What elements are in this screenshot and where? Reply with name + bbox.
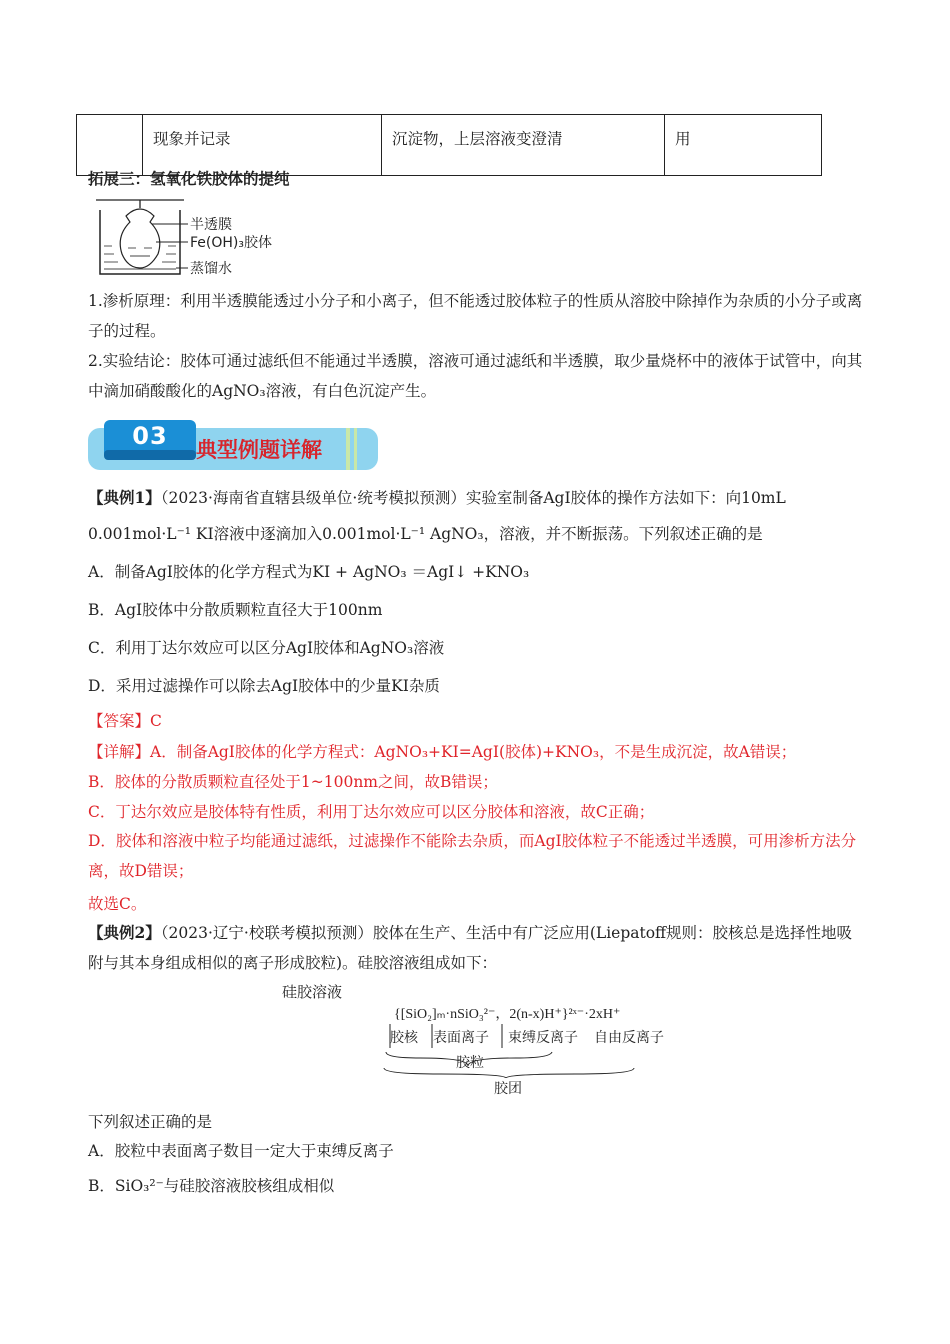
paragraph: 2.实验结论：胶体可通过滤纸但不能通过半透膜，溶液可通过滤纸和半透膜，取少量烧杯中的液体于试管中，向其中滴加硝酸酸化的AgNO₃溶液，有白色沉淀产生。 — [88, 352, 863, 400]
example-tag: 【典例2】 — [88, 923, 161, 942]
banner-number: 03 — [132, 422, 168, 450]
explanation: D．胶体和溶液中粒子均能通过滤纸，过滤操作不能除去杂质，而AgI胶体粒子不能透过半透膜，可用渗析方法分离，故D错误； — [88, 832, 857, 880]
dialysis-diagram — [92, 196, 292, 282]
table-cell: 用 — [665, 115, 822, 176]
example-stem: （2023·辽宁·校联考模拟预测）胶体在生产、生活中有广泛应用(Liepatoff规则：胶核总是选择性地吸附与其本身组成相似的离子形成胶粒)。硅胶溶液组成如下： — [88, 924, 853, 972]
section-title: 拓展三：氢氧化铁胶体的提纯 — [88, 169, 290, 188]
answer: 【答案】C — [88, 712, 162, 730]
micelle-label: 胶团 — [494, 1081, 522, 1097]
diagram-label: 蒸馏水 — [190, 261, 232, 277]
option-d: D．采用过滤操作可以除去AgI胶体中的少量KI杂质 — [88, 677, 440, 695]
section-banner — [88, 420, 380, 472]
option-b: B．AgI胶体中分散质颗粒直径大于100nm — [88, 601, 383, 619]
diagram-label: Fe(OH)₃胶体 — [190, 235, 272, 251]
example-stem: （2023·海南省直辖县级单位·统考模拟预测）实验室制备AgI胶体的操作方法如下：向10mL — [160, 489, 786, 507]
option-c: C．利用丁达尔效应可以区分AgI胶体和AgNO₃溶液 — [88, 639, 445, 657]
diagram-label: 半透膜 — [190, 217, 232, 233]
figure-title: 硅胶溶液 — [282, 983, 343, 1001]
option-a: A．制备AgI胶体的化学方程式为KI + AgNO₃ ＝AgI↓ +KNO₃ — [88, 563, 530, 581]
example-tag: 【典例1】 — [88, 488, 161, 507]
explanation: 【详解】A．制备AgI胶体的化学方程式：AgNO₃+KI=AgI(胶体)+KNO₃，不是生成沉淀，故A错误； — [88, 743, 797, 761]
micelle-part-label: 束缚反离子 — [508, 1030, 578, 1046]
option-a: A．胶粒中表面离子数目一定大于束缚反离子 — [88, 1142, 394, 1160]
explanation: B．胶体的分散质颗粒直径处于1~100nm之间，故B错误； — [88, 773, 498, 791]
table-cell: 现象并记录 — [143, 115, 382, 176]
example1-header — [88, 486, 786, 508]
micelle-particle-label: 胶粒 — [456, 1055, 484, 1071]
micelle-part-label: 自由反离子 — [594, 1030, 664, 1046]
example2-stem — [88, 918, 864, 978]
micelle-part-label: 表面离子 — [433, 1030, 489, 1046]
micelle-formula: {[SiO₂]ₘ·nSiO₃²⁻，2(n-x)H⁺}²ˣ⁻·2xH⁺ — [394, 1007, 621, 1022]
question: 下列叙述正确的是 — [88, 1113, 213, 1131]
banner-title: 典型例题详解 — [196, 438, 322, 462]
explanation: C．丁达尔效应是胶体特有性质，利用丁达尔效应可以区分胶体和溶液，故C正确； — [88, 803, 655, 821]
example-stem-line2: 0.001mol·L⁻¹ KI溶液中逐滴加入0.001mol·L⁻¹ AgNO₃，溶液，并不断振荡。下列叙述正确的是 — [88, 525, 763, 543]
micelle-part-label: 胶核 — [390, 1030, 418, 1046]
paragraph: 1.渗析原理：利用半透膜能透过小分子和小离子，但不能透过胶体粒子的性质从溶胶中除掉作为杂质的小分子或离子的过程。 — [88, 292, 863, 340]
table-cell: 沉淀物，上层溶液变澄清 — [382, 115, 665, 176]
conclusion: 故选C。 — [88, 895, 147, 913]
option-b: B．SiO₃²⁻与硅胶溶液胶核组成相似 — [88, 1177, 335, 1195]
